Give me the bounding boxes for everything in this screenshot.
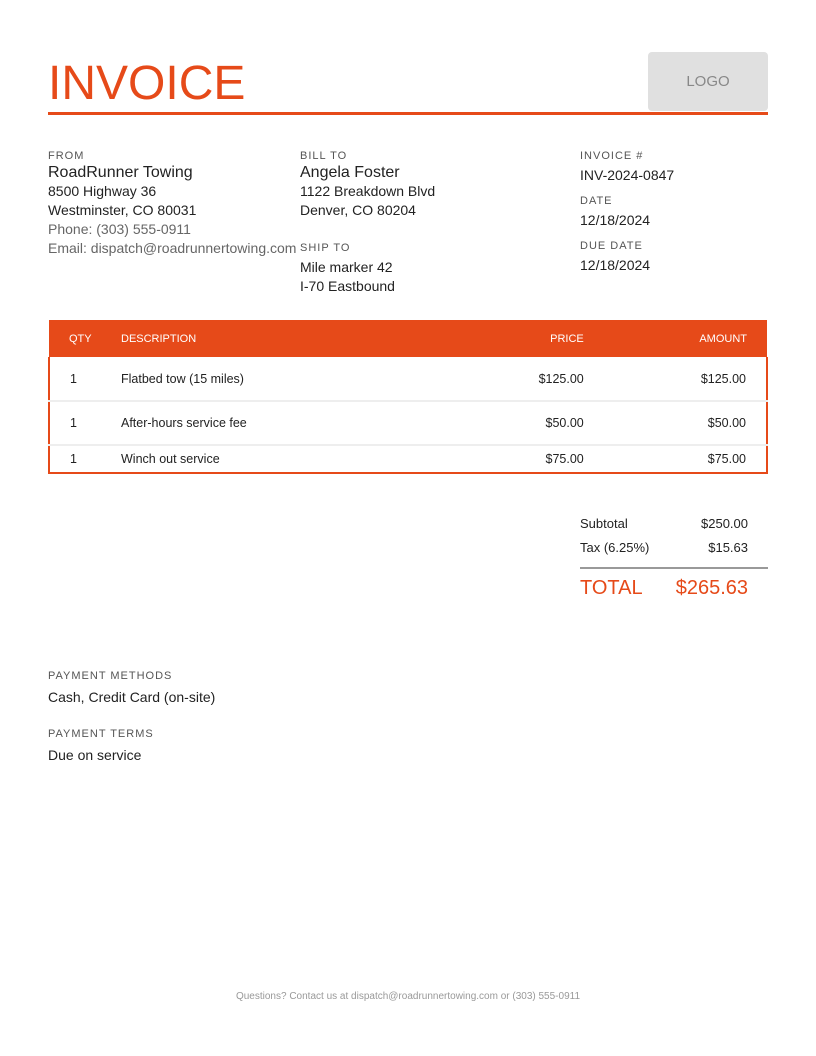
- price: $75.00: [461, 445, 583, 473]
- price: $125.00: [538, 371, 584, 386]
- from-label: FROM: [48, 150, 85, 162]
- description: After-hours service fee: [121, 401, 461, 445]
- payment-terms-label: PAYMENT TERMS: [48, 728, 154, 740]
- payment-methods: Cash, Credit Card (on-site): [48, 689, 216, 705]
- ship-to-line2: I-70 Eastbound: [300, 278, 395, 294]
- table-row: [49, 401, 767, 445]
- subtotal-row: [580, 516, 768, 531]
- ship-to-section: [300, 242, 395, 296]
- description: Flatbed tow (15 miles): [121, 371, 244, 386]
- from-phone: Phone: (303) 555-0911: [48, 221, 191, 237]
- bill-to-name: Angela Foster: [300, 164, 400, 181]
- tax-label: Tax (6.25%): [580, 540, 650, 555]
- payment-methods-label: PAYMENT METHODS: [48, 670, 173, 682]
- payment-section: [48, 670, 215, 765]
- header-qty: QTY: [69, 332, 92, 345]
- logo-placeholder: LOGO: [648, 52, 768, 111]
- total-label: TOTAL: [580, 577, 643, 599]
- amount: $50.00: [584, 401, 767, 445]
- total-value: $265.63: [675, 577, 748, 599]
- from-name: RoadRunner Towing: [48, 164, 193, 181]
- qty: 1: [70, 371, 77, 386]
- price: $50.00: [461, 401, 583, 445]
- due-date-label: DUE DATE: [580, 240, 643, 252]
- due-date: 12/18/2024: [580, 257, 651, 273]
- amount: $125.00: [700, 371, 746, 386]
- bill-to-label: BILL TO: [300, 150, 348, 162]
- tax-row: [580, 540, 768, 555]
- invoice-number-label: INVOICE #: [580, 150, 644, 162]
- total-row: [580, 577, 768, 600]
- qty: 1: [49, 445, 121, 473]
- subtotal-value: $250.00: [701, 516, 748, 531]
- from-address1: 8500 Highway 36: [48, 183, 157, 199]
- bill-to-address1: 1122 Breakdown Blvd: [300, 183, 436, 199]
- from-section: [48, 150, 296, 258]
- header-price: PRICE: [550, 332, 584, 345]
- header-divider: [48, 112, 768, 115]
- table-row: [49, 445, 767, 473]
- tax-value: $15.63: [708, 540, 748, 555]
- payment-terms: Due on service: [48, 747, 142, 763]
- totals-divider: [580, 567, 768, 569]
- footer-contact: Questions? Contact us at dispatch@roadrunnertowing.com or (303) 555-0911: [235, 991, 581, 1002]
- table-header-row: [49, 320, 767, 357]
- table-row: [49, 357, 767, 401]
- subtotal-label: Subtotal: [580, 516, 628, 531]
- invoice-title: INVOICE: [48, 57, 246, 110]
- invoice-date: 12/18/2024: [580, 212, 651, 228]
- amount: $75.00: [584, 445, 767, 473]
- ship-to-line1: Mile marker 42: [300, 259, 393, 275]
- bill-to-section: [300, 150, 435, 220]
- header-description: DESCRIPTION: [121, 332, 197, 345]
- ship-to-label: SHIP TO: [300, 242, 351, 254]
- invoice-number: INV-2024-0847: [580, 167, 675, 183]
- date-label: DATE: [580, 195, 613, 207]
- invoice-meta: [580, 150, 674, 275]
- bill-to-address2: Denver, CO 80204: [300, 202, 416, 218]
- from-address2: Westminster, CO 80031: [48, 202, 197, 218]
- qty: 1: [49, 401, 121, 445]
- description: Winch out service: [121, 445, 461, 473]
- from-email: Email: dispatch@roadrunnertowing.com: [48, 240, 297, 256]
- header-amount: AMOUNT: [699, 332, 747, 345]
- line-items-table: [48, 320, 768, 474]
